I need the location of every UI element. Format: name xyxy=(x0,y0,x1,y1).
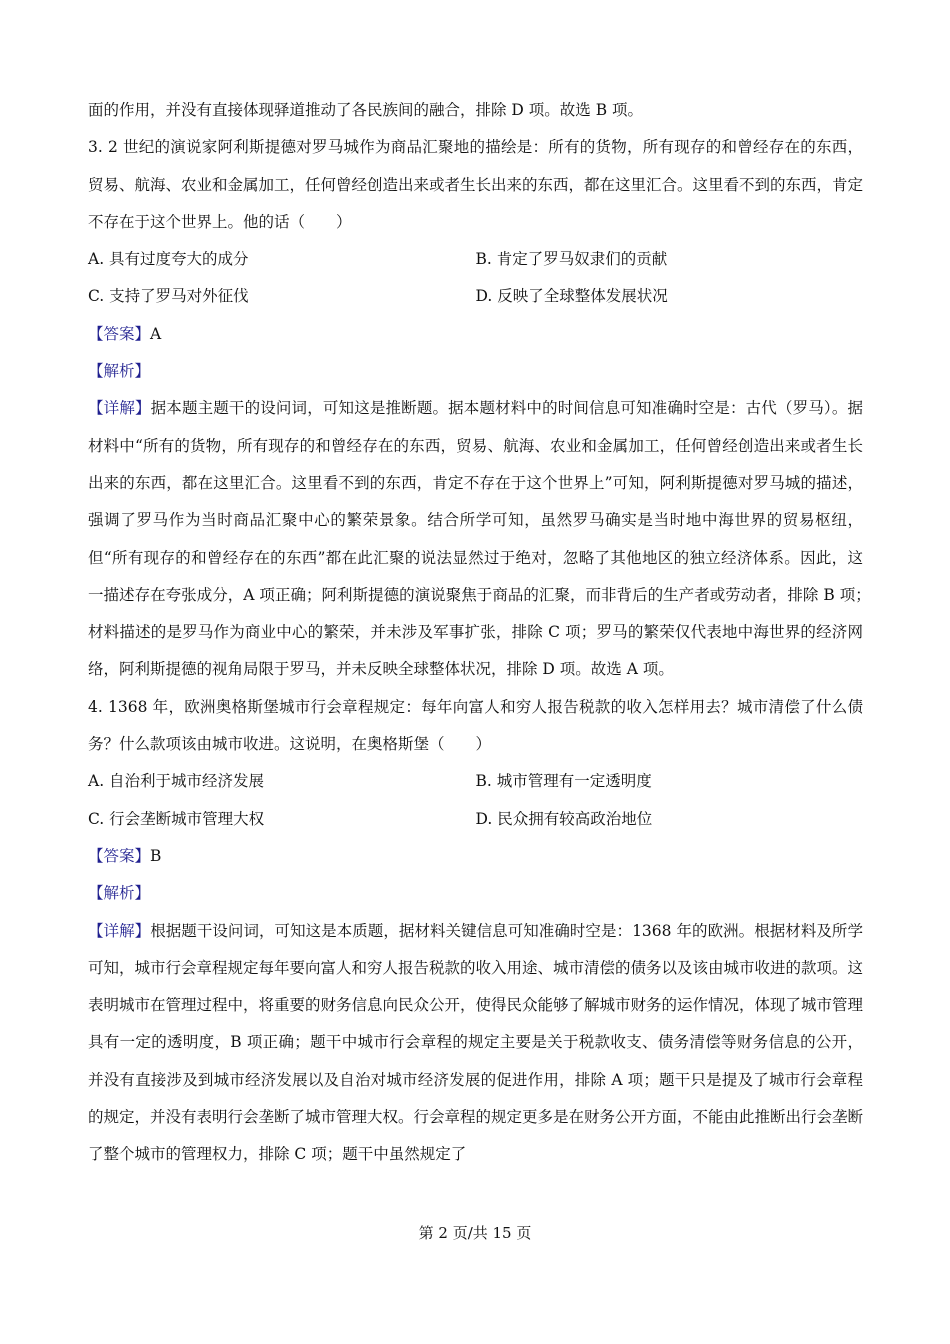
q4-detail-tag: 【详解】 xyxy=(88,921,151,940)
q3-answer-tag: 【答案】 xyxy=(88,324,151,343)
q3-answer xyxy=(88,316,863,353)
q4-analysis xyxy=(88,875,863,912)
q4-detail-text: 根据题干设问词，可知这是本质题，据材料关键信息可知准确时空是：1368 年的欧洲。根据材料及所学可知，城市行会章程规定每年要向富人和穷人报告税款的收入用途、城市清偿的债务以及该由城市收进的款项。这表明城市在管理过程中，将重要的财务信息向民众公开，使得民众能够了解城市财务的运作情况，体现了城市管理具有一定的透明度，B 项正确；题干中城市行会章程的规定主要是关于税款收支、债务清偿等财务信息的公开，并没有直接涉及到城市经济发展以及自治对城市经济发展的促进作用，排除 A 项；题干只是提及了城市行会章程的规定，并没有表明行会垄断了城市管理大权。行会章程的规定更多是在财务公开方面，不能由此推断出行会垄断了整个城市的管理权力，排除 C 项；题干中虽然规定了 xyxy=(88,921,864,1164)
question-4-options-row-2 xyxy=(88,801,863,838)
carryover-line: 面的作用，并没有直接体现驿道推动了各民族间的融合，排除 D 项。故选 B 项。 xyxy=(88,101,644,119)
q4-detail xyxy=(88,913,863,1174)
q3-option-a: A. 具有过度夸大的成分 xyxy=(88,250,249,269)
question-3-options-row-1 xyxy=(88,241,863,278)
q3-detail-tag: 【详解】 xyxy=(88,399,151,418)
question-4-stem: 4. 1368 年，欧洲奥格斯堡城市行会章程规定：每年向富人和穷人报告税款的收入怎样用去？城市清偿了什么债务？什么款项该由城市收进。这说明，在奥格斯堡（ ） xyxy=(88,697,863,754)
question-4-options-row-1 xyxy=(88,763,863,800)
q4-answer-value: B xyxy=(150,846,162,865)
q3-analysis-tag: 【解析】 xyxy=(88,362,151,381)
q4-analysis-tag: 【解析】 xyxy=(88,884,151,903)
q4-answer xyxy=(88,838,863,875)
q4-option-a: A. 自治利于城市经济发展 xyxy=(88,772,265,791)
question-3-options-row-2 xyxy=(88,278,863,315)
q3-option-d: D. 反映了全球整体发展状况 xyxy=(475,287,668,306)
q3-answer-value: A xyxy=(150,324,162,343)
page-content xyxy=(88,92,879,1174)
q4-option-d: D. 民众拥有较高政治地位 xyxy=(475,809,653,828)
q4-option-c: C. 行会垄断城市管理大权 xyxy=(88,809,265,828)
q3-analysis xyxy=(88,353,863,390)
q3-option-b: B. 肯定了罗马奴隶们的贡献 xyxy=(475,250,668,269)
q4-option-b: B. 城市管理有一定透明度 xyxy=(475,772,652,791)
page-number-footer: 第 2 页/共 15 页 xyxy=(418,1224,532,1242)
q3-option-c: C. 支持了罗马对外征伐 xyxy=(88,287,249,306)
question-3-stem: 3. 2 世纪的演说家阿利斯提德对罗马城作为商品汇聚地的描绘是：所有的货物，所有现存的和曾经存在的东西，贸易、航海、农业和金属加工，任何曾经创造出来或者生长出来的东西，都在这里汇合。这里看不到的东西，肯定不存在于这个世界上。他的话（ ） xyxy=(88,138,864,231)
q3-detail-text: 据本题主题干的设问词，可知这是推断题。据本题材料中的时间信息可知准确时空是：古代（罗马）。据材料中“所有的货物，所有现存的和曾经存在的东西，贸易、航海、农业和金属加工，任何曾经创造出来或者生长出来的东西，都在这里汇合。这里看不到的东西，肯定不存在于这个世界上”可知，阿利斯提德对罗马城的描述，强调了罗马作为当时商品汇聚中心的繁荣景象。结合所学可知，虽然罗马确实是当时地中海世界的贸易枢纽，但“所有现存的和曾经存在的东西”都在此汇聚的说法显然过于绝对，忽略了其他地区的独立经济体系。因此，这一描述存在夸张成分，A 项正确；阿利斯提德的演说聚焦于商品的汇聚，而非背后的生产者或劳动者，排除 B 项； 材料描述的是罗马作为商业中心的繁荣，并未涉及军事扩张，排除 C 项；罗马的繁荣仅代表地中海世界的经济网络，阿利斯提德的视角局限于罗马，并未反映全球整体状况，排除 D 项。故选 A 项。 xyxy=(88,399,879,679)
q3-detail xyxy=(88,390,879,688)
q4-answer-tag: 【答案】 xyxy=(88,846,151,865)
